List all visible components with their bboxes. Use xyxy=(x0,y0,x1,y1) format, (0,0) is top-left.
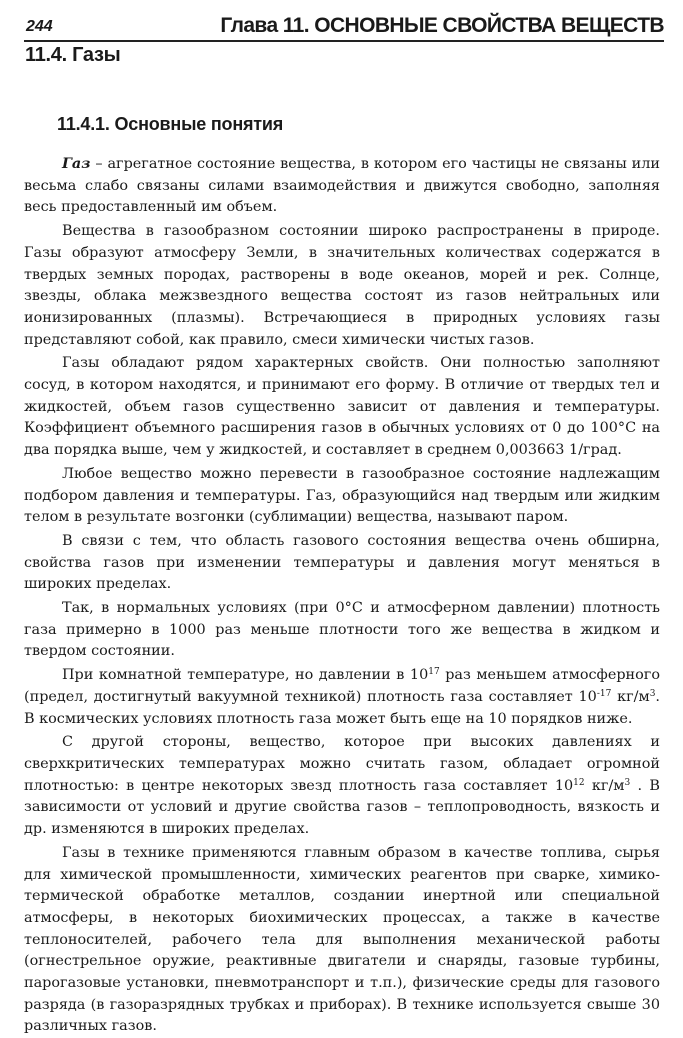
paragraph-nature: Вещества в газообразном состоянии широко распространены в природе. Газы образуют атмосферу Земли, в значительных количествах содержатся в твердых земных породах, растворены в воде океанов, морей и рек. Солнце, звезды, облака межзвездного вещества состоят из газов нейтральных или ионизированных (плазмы). Встречающиеся в природных условиях газы представляют собой, как правило, смеси химически чистых газов. xyxy=(24,223,660,348)
superscript: 3 xyxy=(624,777,631,788)
paragraph-gas-definition xyxy=(24,153,660,219)
section-title: 11.4. Газы xyxy=(25,44,121,66)
text-run: . В зависимости от условий и другие свойства газов – теплопроводность, вязкость и др. изменяются в широких пределах. xyxy=(24,777,660,838)
defined-term: Газ xyxy=(62,155,91,172)
superscript: 17 xyxy=(428,667,440,678)
chapter-title: Глава 11. ОСНОВНЫЕ СВОЙСТВА ВЕЩЕСТВ xyxy=(220,14,664,37)
subsection-title: 11.4.1. Основные понятия xyxy=(57,114,284,134)
paragraph-density-vacuum xyxy=(24,665,660,730)
text-run: С другой стороны, вещество, которое при высоких давлениях и сверхкритических температурах можно считать газом, обладает огромной плотностью: в центре некоторых звезд плотность газа составляет 10 xyxy=(24,734,660,794)
superscript: 12 xyxy=(573,777,585,788)
superscript: -17 xyxy=(596,688,612,699)
paragraph-density-stars xyxy=(24,732,660,841)
paragraph-text: – агрегатное состояние вещества, в котором его частицы не связаны или весьма слабо связаны силами взаимодействия и движутся свободно, заполняя весь предоставленный им объем. xyxy=(24,156,660,216)
text-run: кг/м xyxy=(611,688,650,705)
paragraph-technology: Газы в технике применяются главным образом в качестве топлива, сырья для химической промышленности, химических реагентов при сварке, химико-термической обработке металлов, создании инертной или специальной атмосферы, в некоторых биохимических процессах, а также в качестве теплоносителей, рабочего тела для выполнения механической работы (огнестрельное оружие, реактивные двигатели и снаряды, газовые турбины, парогазовые установки, пневмотранспорт и т.п.), физические среды для газового разряда (в газоразрядных трубках и приборах). В технике используется свыше 30 различных газов. xyxy=(24,844,660,1035)
running-header xyxy=(24,14,664,42)
paragraph-density-normal: Так, в нормальных условиях (при 0°С и атмосферном давлении) плотность газа примерно в 1000 раз меньше плотности того же вещества в жидком и твердом состоянии. xyxy=(24,600,660,660)
body-text xyxy=(24,153,660,1038)
paragraph-properties: Газы обладают рядом характерных свойств. Они полностью заполняют сосуд, в котором находятся, и принимают его форму. В отличие от твердых тел и жидкостей, объем газов существенно зависит от давления и температуры. Коэффициент объемного расширения газов в обычных условиях от 0 до 100°С на два порядка выше, чем у жидкостей, и составляет в среднем 0,003663 1/град. xyxy=(24,355,660,459)
paragraph-range: В связи с тем, что область газового состояния вещества очень обширна, свойства газов при изменении температуры и давления могут меняться в широких пределах. xyxy=(24,532,660,593)
text-run: . В космических условиях плотность газа может быть еще на 10 порядков ниже. xyxy=(24,688,660,727)
paragraph-vapor: Любое вещество можно перевести в газообразное состояние надлежащим подбором давления и температуры. Газ, образующийся над твердым или жидким телом в результате возгонки (сублимации) вещества, называют паром. xyxy=(24,465,660,526)
text-run: кг/м xyxy=(584,777,625,794)
superscript: 3 xyxy=(649,688,656,699)
text-run: раз меньшем атмосферного (предел, достигнутый вакуумной техникой) плотность газа составляет 10 xyxy=(24,667,661,705)
text-run: При комнатной температуре, но давлении в 10 xyxy=(62,667,429,684)
page-number: 244 xyxy=(26,18,53,35)
